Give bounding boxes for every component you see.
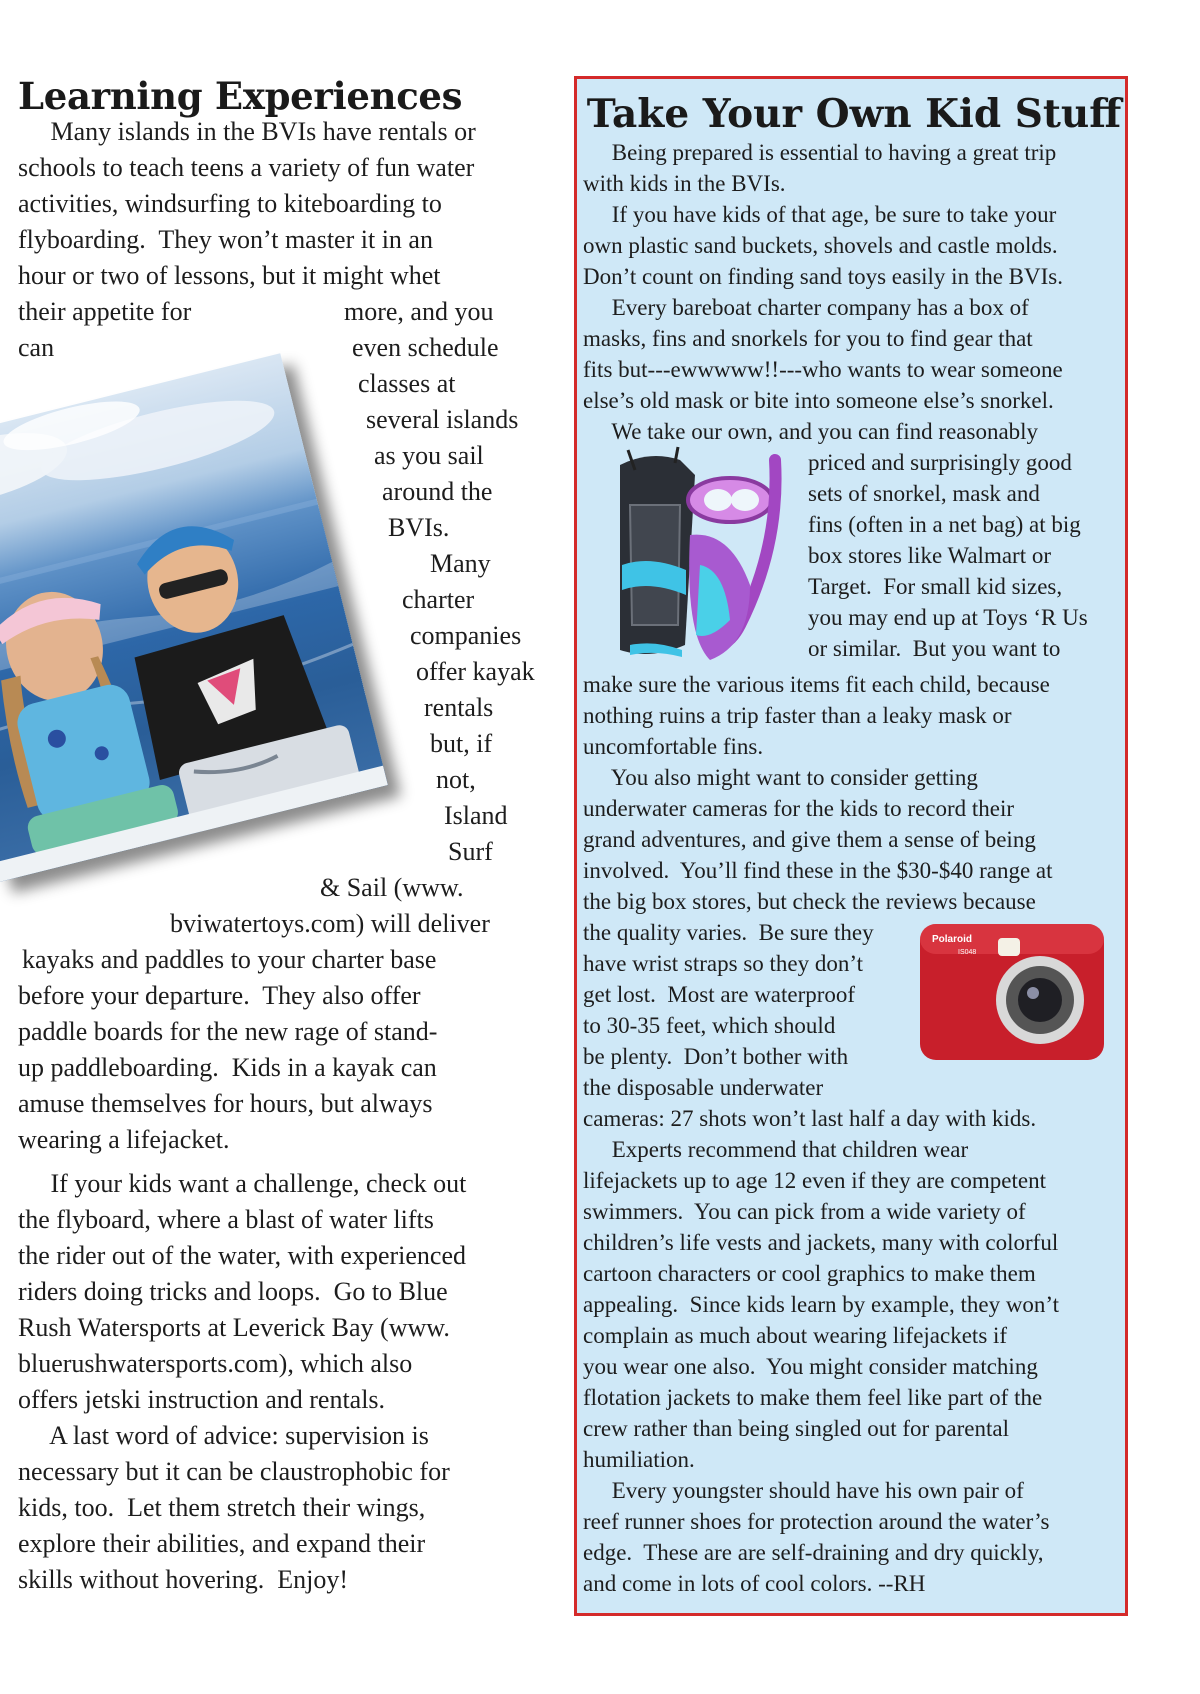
sidebar-line: fits but---ewwwww!!---who wants to wear someone: [583, 357, 1063, 382]
article-line: hour or two of lessons, but it might whet: [18, 261, 441, 290]
article-line: bluerushwatersports.com), which also: [18, 1349, 413, 1378]
sidebar-line: complain as much about wearing lifejackets if: [583, 1323, 1008, 1348]
article-line: wearing a lifejacket.: [18, 1125, 230, 1154]
sidebar-line: the disposable underwater: [583, 1075, 824, 1100]
article-line: BVIs.: [388, 513, 450, 542]
article-line: Surf: [448, 837, 493, 866]
article-line: activities, windsurfing to kiteboarding to: [18, 189, 442, 218]
article-line: rentals: [424, 693, 494, 722]
sidebar-line: box stores like Walmart or: [808, 543, 1052, 568]
camera-brand-label: Polaroid: [932, 934, 973, 945]
article-line: Island: [444, 801, 508, 830]
sidebar-line: humiliation.: [583, 1447, 695, 1472]
article-line: riders doing tricks and loops. Go to Blue: [18, 1277, 448, 1306]
kids-on-boat-photo: [0, 353, 388, 882]
article-line: charter: [402, 585, 475, 614]
article-line: more, and you: [344, 297, 494, 326]
sidebar-line: Don’t count on finding sand toys easily in the BVIs.: [583, 264, 1063, 289]
sidebar-line: Target. For small kid sizes,: [808, 574, 1063, 599]
article-line: skills without hovering. Enjoy!: [18, 1565, 349, 1594]
sidebar-line: Experts recommend that children wear: [583, 1137, 969, 1162]
article-line: necessary but it can be claustrophobic for: [18, 1457, 450, 1486]
article-line: kids, too. Let them stretch their wings,: [18, 1493, 426, 1522]
sidebar-line: If you have kids of that age, be sure to take your: [583, 202, 1057, 227]
learning-experiences-article: [0, 0, 570, 1694]
article-line: paddle boards for the new rage of stand-: [18, 1017, 438, 1046]
article-line: schools to teach teens a variety of fun water: [18, 153, 475, 182]
sidebar-line: underwater cameras for the kids to record their: [583, 796, 1015, 821]
sidebar-line: You also might want to consider getting: [583, 765, 978, 790]
sidebar-line: to 30-35 feet, which should: [583, 1013, 836, 1038]
article-line: Rush Watersports at Leverick Bay (www.: [18, 1313, 450, 1342]
sidebar-line: own plastic sand buckets, shovels and castle molds.: [583, 233, 1058, 258]
sidebar-line: have wrist straps so they don’t: [583, 951, 864, 976]
sidebar-line: the quality varies. Be sure they: [583, 920, 874, 945]
article-line: explore their abilities, and expand their: [18, 1529, 426, 1558]
sidebar-line: fins (often in a net bag) at big: [808, 512, 1081, 537]
article-line: flyboarding. They won’t master it in an: [18, 225, 433, 254]
sidebar-line: nothing ruins a trip faster than a leaky mask or: [583, 703, 1012, 728]
snorkel-set-image: [600, 445, 800, 667]
article-line: even schedule: [352, 333, 499, 362]
article-line: bviwatertoys.com) will deliver: [170, 909, 490, 938]
sidebar-line: children’s life vests and jackets, many with colorful: [583, 1230, 1059, 1255]
sidebar-line: sets of snorkel, mask and: [808, 481, 1040, 506]
sidebar-line: get lost. Most are waterproof: [583, 982, 856, 1007]
sidebar-line: else’s old mask or bite into someone else’s snorkel.: [583, 388, 1054, 413]
article-line: kayaks and paddles to your charter base: [22, 945, 437, 974]
article-line: Many: [430, 549, 491, 578]
article-line: If your kids want a challenge, check out: [18, 1169, 467, 1198]
sidebar-line: lifejackets up to age 12 even if they are competent: [583, 1168, 1046, 1193]
sidebar-line: grand adventures, and give them a sense of being: [583, 827, 1036, 852]
sidebar-line: be plenty. Don’t bother with: [583, 1044, 849, 1069]
sidebar-line: crew rather than being singled out for parental: [583, 1416, 1009, 1441]
article-line: up paddleboarding. Kids in a kayak can: [18, 1053, 437, 1082]
sidebar-line: uncomfortable fins.: [583, 734, 764, 759]
article-line: amuse themselves for hours, but always: [18, 1089, 433, 1118]
article-line: & Sail (www.: [320, 873, 464, 902]
sidebar-line: cartoon characters or cool graphics to make them: [583, 1261, 1036, 1286]
article-line: can: [18, 333, 55, 362]
sidebar-line: masks, fins and snorkels for you to find gear that: [583, 326, 1033, 351]
sidebar-line: flotation jackets to make them feel like part of the: [583, 1385, 1043, 1410]
article-line: offers jetski instruction and rentals.: [18, 1385, 386, 1414]
article-line: the rider out of the water, with experienced: [18, 1241, 466, 1270]
sidebar-line: Every bareboat charter company has a box of: [583, 295, 1029, 320]
sidebar-title: Take Your Own Kid Stuff: [586, 91, 1122, 137]
article-line: A last word of advice: supervision is: [18, 1421, 429, 1450]
sidebar-line: or similar. But you want to: [808, 636, 1061, 661]
sidebar-line: make sure the various items fit each child, because: [583, 672, 1050, 697]
article-line: companies: [410, 621, 522, 650]
sidebar-line: priced and surprisingly good: [808, 450, 1072, 475]
sidebar-line: Every youngster should have his own pair of: [583, 1478, 1024, 1503]
sidebar-line: you may end up at Toys ‘R Us: [808, 605, 1088, 630]
sidebar-line: cameras: 27 shots won’t last half a day with kids.: [583, 1106, 1037, 1131]
article-line: the flyboard, where a blast of water lifts: [18, 1205, 434, 1234]
sidebar-line: swimmers. You can pick from a wide variety of: [583, 1199, 1026, 1224]
camera-model-label: IS048: [958, 949, 977, 956]
article-line: as you sail: [374, 441, 484, 470]
article-line: several islands: [366, 405, 519, 434]
sidebar-line: reef runner shoes for protection around the water’s: [583, 1509, 1050, 1534]
sidebar-line: the big box stores, but check the reviews because: [583, 889, 1036, 914]
article-line: around the: [382, 477, 493, 506]
sidebar-line: appealing. Since kids learn by example, they won’t: [583, 1292, 1060, 1317]
sidebar-line: you wear one also. You might consider matching: [583, 1354, 1038, 1379]
article-line: classes at: [358, 369, 456, 398]
polaroid-camera-image: [918, 918, 1108, 1066]
article-line: offer kayak: [416, 657, 535, 686]
sidebar-line: We take our own, and you can find reasonably: [583, 419, 1039, 444]
sidebar-line: edge. These are are self-draining and dry quickly,: [583, 1540, 1044, 1565]
article-line: not,: [436, 765, 476, 794]
article-heading: Learning Experiences: [18, 74, 463, 118]
article-line: but, if: [430, 729, 493, 758]
article-line: their appetite for: [18, 297, 192, 326]
sidebar-line: involved. You’ll find these in the $30-$40 range at: [583, 858, 1053, 883]
sidebar-line: with kids in the BVIs.: [583, 171, 786, 196]
sidebar-line: and come in lots of cool colors. --RH: [583, 1571, 926, 1596]
article-line: Many islands in the BVIs have rentals or: [18, 117, 476, 146]
article-line: before your departure. They also offer: [18, 981, 421, 1010]
sidebar-line: Being prepared is essential to having a great trip: [583, 140, 1057, 165]
